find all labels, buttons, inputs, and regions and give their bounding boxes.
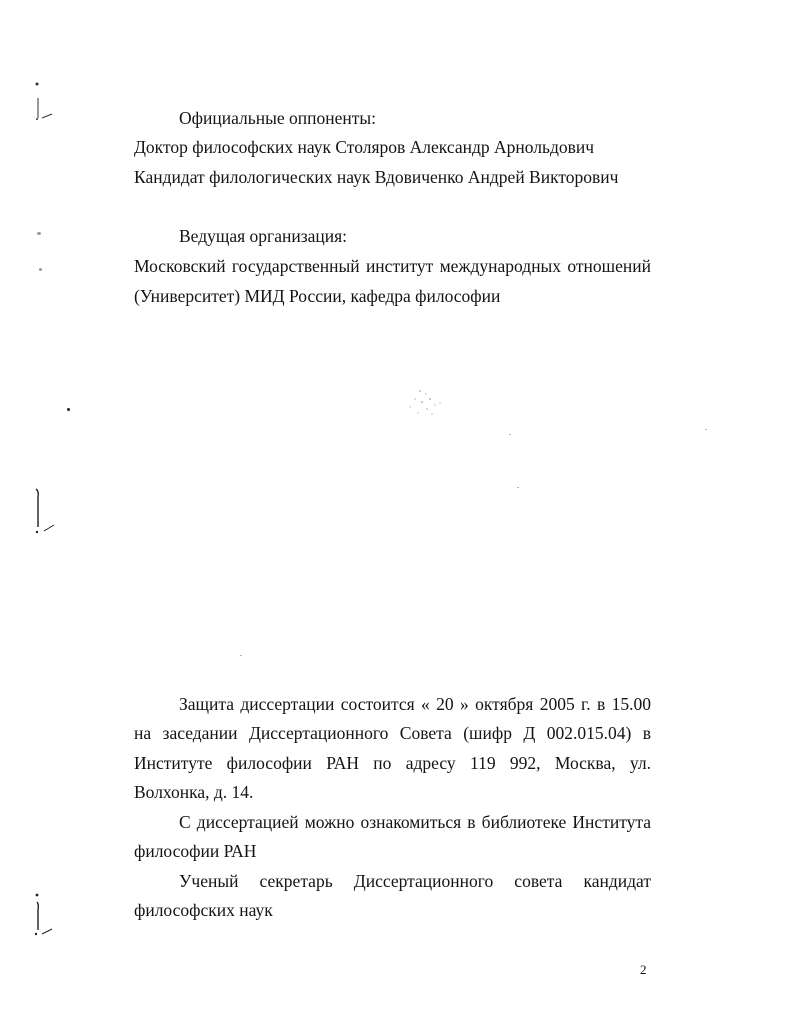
opponents-heading: Официальные оппоненты: xyxy=(179,108,376,128)
defense-line: на заседании Диссертационного Совета (шифр Д 002.015.04) в xyxy=(134,723,651,743)
scan-speck xyxy=(509,434,511,435)
binding-mark xyxy=(30,485,60,540)
page-number: 2 xyxy=(640,962,647,977)
defense-line: Институте философии РАН по адресу 119 992, Москва, ул. xyxy=(134,753,651,773)
leading-org-heading: Ведущая организация: xyxy=(179,226,348,246)
library-line: С диссертацией можно ознакомиться в библиотеке Института xyxy=(179,812,651,832)
leading-org-line: Московский государственный институт международных отношений xyxy=(134,256,651,276)
scan-speck xyxy=(240,655,242,656)
secretary-line: философских наук xyxy=(134,900,273,920)
library-line: философии РАН xyxy=(134,841,257,861)
leading-org-line: (Университет) МИД России, кафедра философии xyxy=(134,286,501,306)
defense-line: Защита диссертации состоится « 20 » октября 2005 г. в 15.00 xyxy=(179,694,651,714)
faint-stamp-smudge xyxy=(400,385,450,420)
scan-speck xyxy=(517,487,519,488)
scan-speck xyxy=(39,268,42,271)
opponent-line: Кандидат филологических наук Вдовиченко Андрей Викторович xyxy=(134,167,619,187)
scan-speck xyxy=(37,232,41,235)
binding-mark xyxy=(30,890,60,945)
binding-mark xyxy=(30,78,60,128)
opponent-line: Доктор философских наук Столяров Александр Арнольдович xyxy=(134,137,595,157)
scan-speck xyxy=(705,429,707,430)
scan-speck xyxy=(67,408,70,411)
secretary-line: Ученый секретарь Диссертационного совета кандидат xyxy=(179,871,651,891)
defense-line: Волхонка, д. 14. xyxy=(134,782,254,802)
